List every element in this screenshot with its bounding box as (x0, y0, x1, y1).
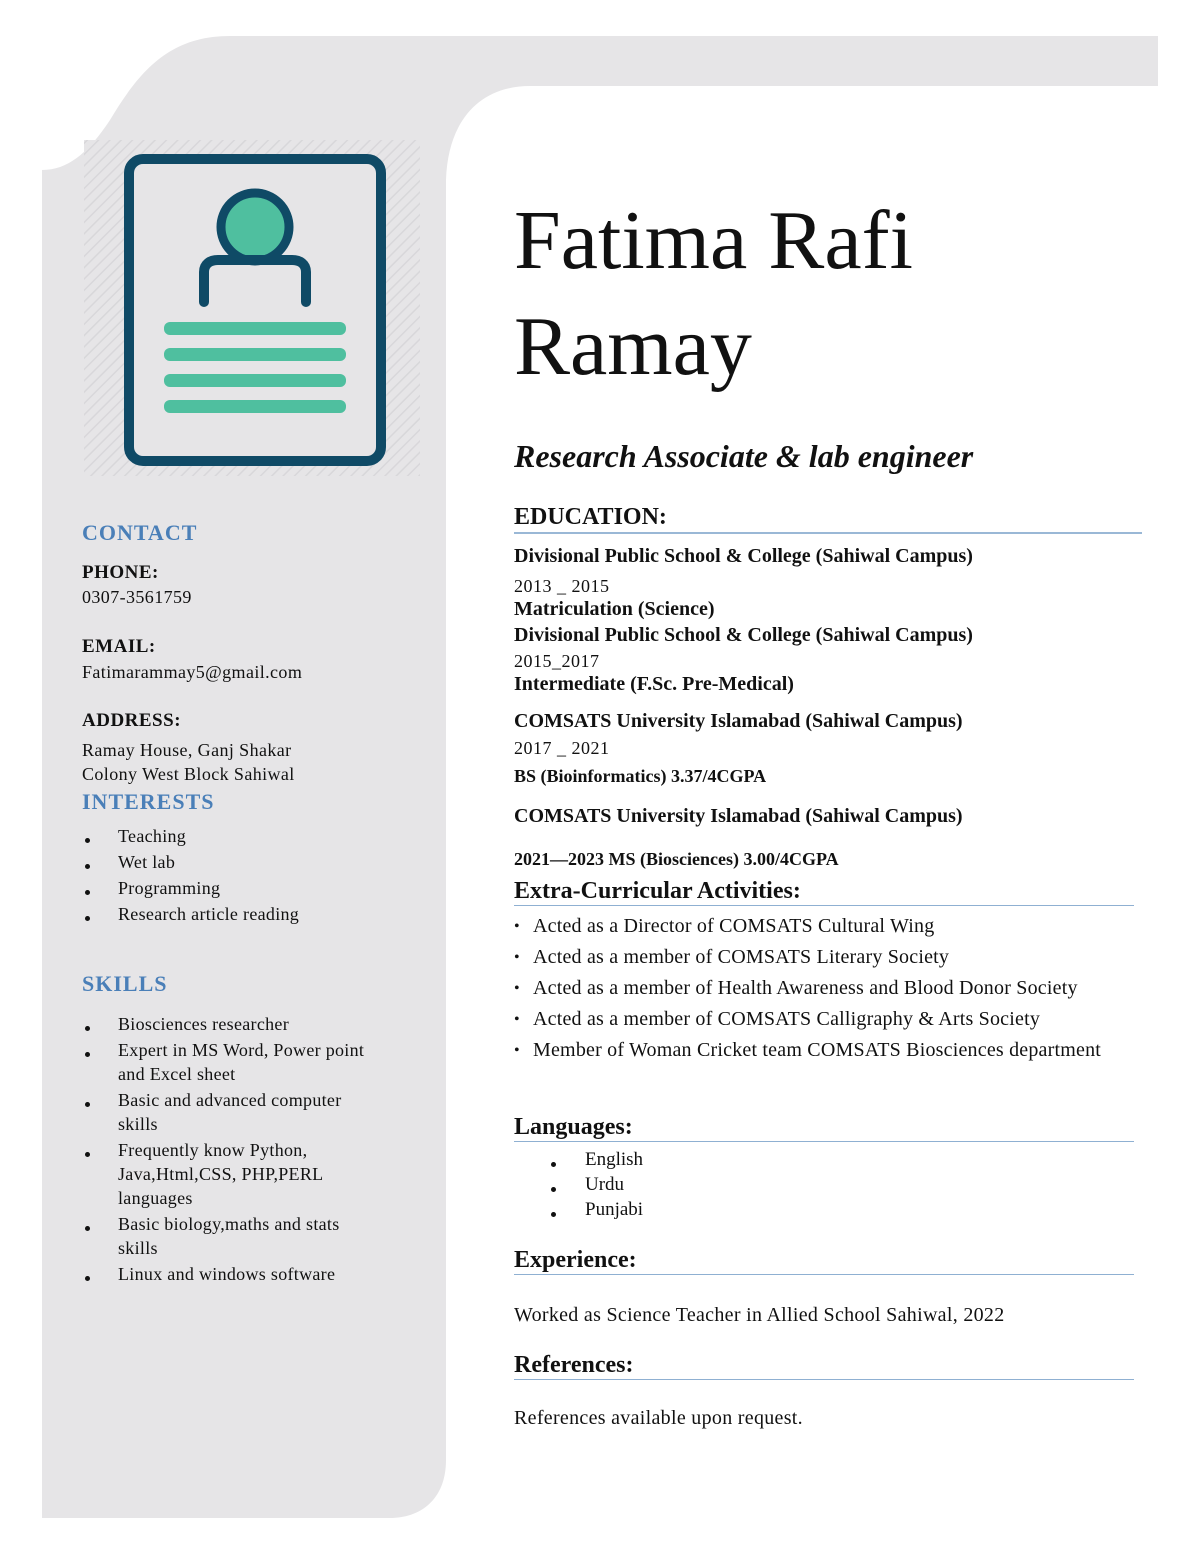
interests-heading: INTERESTS (82, 789, 215, 814)
skill-item: Basic biology,maths and stats skills (82, 1212, 382, 1260)
activities-list (514, 911, 1200, 1066)
edu-years-2: 2015_2017 (514, 651, 600, 671)
phone-value: 0307-3561759 (82, 587, 192, 607)
experience-rule (514, 1274, 1134, 1275)
edu-degree-3: BS (Bioinformatics) 3.37/4CGPA (514, 766, 767, 786)
resume-icon (124, 154, 386, 466)
edu-years-3: 2017 _ 2021 (514, 738, 610, 758)
references-text: References available upon request. (514, 1407, 803, 1429)
phone-label: PHONE: (82, 562, 159, 583)
language-item: English (548, 1147, 643, 1172)
edu-school-3: COMSATS University Islamabad (Sahiwal Campus) (514, 710, 963, 732)
edu-years-1: 2013 _ 2015 (514, 576, 610, 596)
skill-item: Linux and windows software (82, 1262, 382, 1286)
activity-item: • Member of Woman Cricket team COMSATS Biosciences department (514, 1035, 1200, 1066)
activities-rule (514, 905, 1134, 906)
skill-item: Expert in MS Word, Power point and Excel sheet (82, 1038, 382, 1086)
skill-item: Basic and advanced computer skills (82, 1088, 382, 1136)
contact-heading: CONTACT (82, 520, 198, 545)
languages-list (548, 1147, 643, 1222)
interest-item: Research article reading (82, 902, 422, 926)
skills-heading: SKILLS (82, 971, 168, 996)
activity-item: • Acted as a member of COMSATS Calligraphy & Arts Society (514, 1004, 1200, 1035)
skills-list (82, 1012, 382, 1286)
interest-item: Programming (82, 876, 422, 900)
edu-degree-2: Intermediate (F.Sc. Pre-Medical) (514, 673, 794, 695)
address-label: ADDRESS: (82, 710, 182, 731)
activity-item: • Acted as a member of Health Awareness and Blood Donor Society (514, 973, 1200, 1004)
activity-item: • Acted as a Director of COMSATS Cultural Wing (514, 911, 1200, 942)
activities-heading: Extra-Curricular Activities: (514, 878, 801, 904)
language-item: Urdu (548, 1172, 643, 1197)
address-line-1: Ramay House, Ganj Shakar (82, 740, 292, 760)
languages-heading: Languages: (514, 1114, 633, 1140)
experience-heading: Experience: (514, 1247, 637, 1273)
address-line-2: Colony West Block Sahiwal (82, 764, 295, 784)
activity-item: • Acted as a member of COMSATS Literary Society (514, 942, 1200, 973)
interests-list (82, 824, 422, 926)
references-rule (514, 1379, 1134, 1380)
edu-school-2: Divisional Public School & College (Sahiwal Campus) (514, 624, 973, 646)
skill-item: Frequently know Python, Java,Html,CSS, PHP,PERL languages (82, 1138, 382, 1210)
education-rule (514, 532, 1142, 534)
skill-item: Biosciences researcher (82, 1012, 382, 1036)
interest-item: Teaching (82, 824, 422, 848)
edu-degree-4: 2021—2023 MS (Biosciences) 3.00/4CGPA (514, 849, 839, 869)
candidate-name (514, 188, 913, 400)
email-value: Fatimarammay5@gmail.com (82, 662, 303, 682)
edu-school-1: Divisional Public School & College (Sahiwal Campus) (514, 545, 973, 567)
language-item: Punjabi (548, 1197, 643, 1222)
experience-text: Worked as Science Teacher in Allied School Sahiwal, 2022 (514, 1304, 1005, 1326)
job-title: Research Associate & lab engineer (514, 438, 974, 474)
email-label: EMAIL: (82, 636, 156, 657)
edu-degree-1: Matriculation (Science) (514, 598, 715, 620)
education-heading: EDUCATION: (514, 504, 667, 530)
references-heading: References: (514, 1352, 634, 1378)
languages-rule (514, 1141, 1134, 1142)
name-line-1: Fatima Rafi (514, 194, 913, 287)
name-line-2: Ramay (514, 300, 752, 393)
edu-school-4: COMSATS University Islamabad (Sahiwal Campus) (514, 805, 963, 827)
interest-item: Wet lab (82, 850, 422, 874)
